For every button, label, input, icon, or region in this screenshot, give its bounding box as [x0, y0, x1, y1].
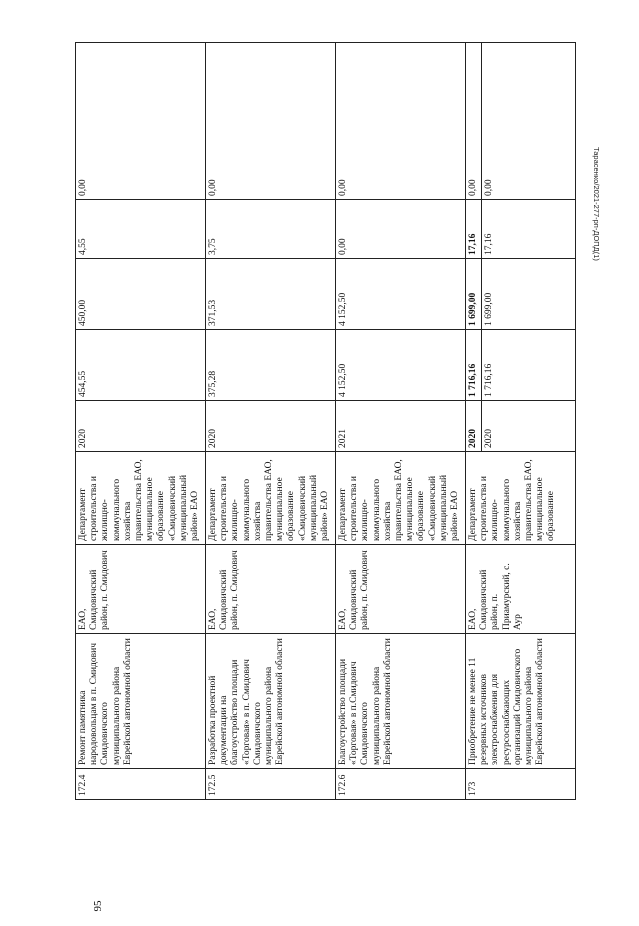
object-location: ЕАО, Смидовичский район, п. Приамурский, с. Аур — [466, 545, 576, 634]
executor: Департамент строительства и жилищно-коммунального хозяйства правительства ЕАО, муниципальное образование «Смидовичский муниципальный район» ЕАО — [206, 452, 336, 545]
object-name: Разработка проектной документации на благоустройство площади «Торговая» в п. Смидович Смидовичского муниципального района Еврейской автономной области — [206, 634, 336, 769]
value-local: 0,00 — [206, 43, 336, 200]
value-local-sub: 0,00 — [481, 43, 495, 199]
table-row — [466, 43, 576, 800]
year: 2021 — [336, 401, 466, 452]
value-local: 0,00 — [76, 43, 206, 200]
value-total: 375,28 — [206, 330, 336, 401]
value-federal: 371,53 — [206, 259, 336, 330]
row-number: 173 — [466, 769, 576, 800]
value-local-cell — [466, 43, 576, 200]
executor: Департамент строительства и жилищно-коммунального хозяйства правительства ЕАО, муниципальное образование «Смидовичский муниципальный район» ЕАО — [336, 452, 466, 545]
value-regional: 4,55 — [76, 200, 206, 259]
value-federal: 1 699,00 — [468, 292, 478, 326]
value-regional: 17,16 — [468, 233, 478, 255]
row-number: 172.6 — [336, 769, 466, 800]
object-location: ЕАО, Смидовичский район, п. Смидович — [206, 545, 336, 634]
object-name: Благоустройство площади «Торговая» в п.Смидович Смидовичского муниципального района Еврейской автономной области — [336, 634, 466, 769]
value-federal: 450,00 — [76, 259, 206, 330]
value-total: 4 152,50 — [336, 330, 466, 401]
year: 2020 — [206, 401, 336, 452]
registry-table — [75, 42, 576, 800]
value-total-sub: 1 716,16 — [481, 330, 495, 400]
year-total: 2020 — [468, 429, 478, 448]
year-cell — [466, 401, 576, 452]
year: 2020 — [76, 401, 206, 452]
value-local: 0,00 — [336, 43, 466, 200]
value-total: 454,55 — [76, 330, 206, 401]
object-location: ЕАО, Смидовичский район, п. Смидович — [336, 545, 466, 634]
value-federal: 4 152,50 — [336, 259, 466, 330]
value-federal-cell — [466, 259, 576, 330]
value-total: 1 716,16 — [468, 363, 478, 397]
table-row — [336, 43, 466, 800]
object-name: Приобретение не менее 11 резервных источников электроснабжения для ресурсоснабжающих организаций Смидовичского муниципального района Еврейской автономной области — [466, 634, 576, 769]
executor: Департамент строительства и жилищно-коммунального хозяйства правительства ЕАО, муниципальное образование «Смидовичский муниципальный район» ЕАО — [76, 452, 206, 545]
page-number: 95 — [92, 900, 104, 912]
value-total-cell — [466, 330, 576, 401]
object-name: Ремонт памятника народовольцам в п. Смидович Смидовичского муниципального района Еврейской автономной области — [76, 634, 206, 769]
footer-code-text: Тарасенко/2021-277-рп-ДОПД(1) — [592, 147, 601, 261]
executor: Департамент строительства и жилищно-коммунального хозяйства правительства ЕАО, муниципальное образование — [466, 452, 576, 545]
table-row — [76, 43, 206, 800]
value-local: 0,00 — [468, 179, 478, 196]
value-regional: 3,75 — [206, 200, 336, 259]
row-number: 172.4 — [76, 769, 206, 800]
registry-table-wrapper — [75, 90, 585, 800]
value-regional: 0,00 — [336, 200, 466, 259]
value-federal-sub: 1 699,00 — [481, 259, 495, 329]
object-location: ЕАО, Смидовичский район, п. Смидович — [76, 545, 206, 634]
table-row — [206, 43, 336, 800]
row-number: 172.5 — [206, 769, 336, 800]
year-sub: 2020 — [481, 401, 495, 451]
value-regional-sub: 17,16 — [481, 200, 495, 258]
value-regional-cell — [466, 200, 576, 259]
